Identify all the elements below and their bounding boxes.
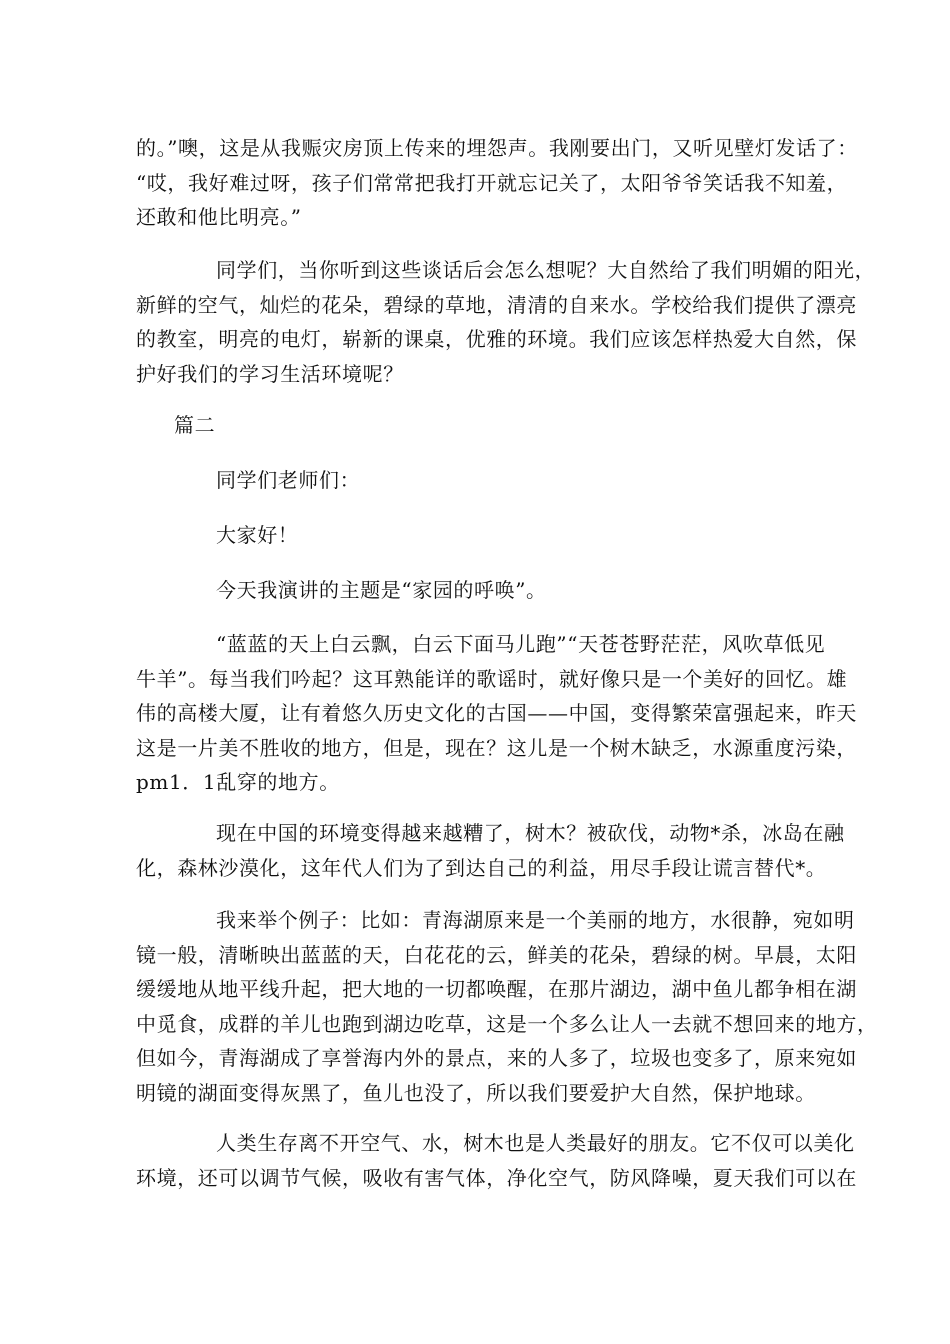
paragraph xyxy=(136,903,878,1110)
text-line: 还敢和他比明亮。” xyxy=(136,205,302,229)
text-line: 牛羊”。每当我们吟起？这耳熟能详的歌谣时，就好像只是一个美好的回忆。雄 xyxy=(136,666,848,691)
text-line: 明镜的湖面变得灰黑了，鱼儿也没了，所以我们要爱护大自然，保护地球。 xyxy=(136,1080,816,1105)
text-line: pm1．1乱穿的地方。 xyxy=(136,770,340,794)
text-line: 同学们，当你听到这些谈话后会怎么想呢？大自然给了我们明媚的阳光， xyxy=(216,258,876,282)
text-line: 篇二 xyxy=(174,413,216,437)
text-line: “哎，我好难过呀，孩子们常常把我打开就忘记关了，太阳爷爷笑话我不知羞， xyxy=(136,170,848,195)
text-line: 同学们老师们： xyxy=(216,468,361,492)
text-line: 人类生存离不开空气、水，树木也是人类最好的朋友。它不仅可以美化 xyxy=(216,1131,855,1155)
text-line: 今天我演讲的主题是“家园的呼唤”。 xyxy=(216,578,547,602)
text-line: 镜一般，清晰映出蓝蓝的天，白花花的云，鲜美的花朵，碧绿的树。早晨，太阳 xyxy=(136,942,857,967)
text-line: 这是一片美不胜收的地方，但是，现在？这儿是一个树木缺乏，水源重度污染， xyxy=(136,735,857,760)
paragraph xyxy=(136,627,857,800)
section-heading xyxy=(136,408,818,443)
paragraph xyxy=(136,1126,857,1195)
paragraph xyxy=(136,816,845,885)
text-line: 伟的高楼大厦，让有着悠久历史文化的古国——中国，变得繁荣富强起来，昨天 xyxy=(136,701,857,725)
text-line: 环境，还可以调节气候，吸收有害气体，净化空气，防风降噪，夏天我们可以在 xyxy=(136,1165,857,1190)
paragraph xyxy=(136,253,876,391)
paragraph-continuation xyxy=(136,131,858,235)
text-line: “蓝蓝的天上白云飘，白云下面马儿跑”“天苍苍野茫茫，风吹草低见 xyxy=(216,632,826,656)
text-line: 缓缓地从地平线升起，把大地的一切都唤醒，在那片湖边，湖中鱼儿都争相在湖 xyxy=(136,977,857,1001)
text-line: 新鲜的空气，灿烂的花朵，碧绿的草地，清清的自来水。学校给我们提供了漂亮 xyxy=(136,292,857,317)
text-line: 的教室，明亮的电灯，崭新的课桌，优雅的环境。我们应该怎样热爱大自然，保 xyxy=(136,327,857,351)
text-line: 中觅食，成群的羊儿也跑到湖边吃草，这是一个多么让人一去就不想回来的地方， xyxy=(136,1011,878,1036)
text-line: 现在中国的环境变得越来越糟了，树木？被砍伐，动物*杀，冰岛在融 xyxy=(216,821,845,845)
salutation xyxy=(136,463,818,498)
text-line: 我来举个例子：比如：青海湖原来是一个美丽的地方，水很静，宛如明 xyxy=(216,908,855,932)
text-line: 大家好！ xyxy=(216,523,299,547)
text-line: 护好我们的学习生活环境呢？ xyxy=(136,361,404,386)
greeting xyxy=(136,518,818,553)
text-line: 的。”噢，这是从我赈灾房顶上传来的埋怨声。我刚要出门，又听见壁灯发话了： xyxy=(136,136,858,160)
text-line: 但如今，青海湖成了享誉海内外的景点，来的人多了，垃圾也变多了，原来宛如 xyxy=(136,1046,857,1070)
text-line: 化，森林沙漠化，这年代人们为了到达自己的利益，用尽手段让谎言替代*。 xyxy=(136,855,827,880)
topic-line xyxy=(136,573,818,608)
